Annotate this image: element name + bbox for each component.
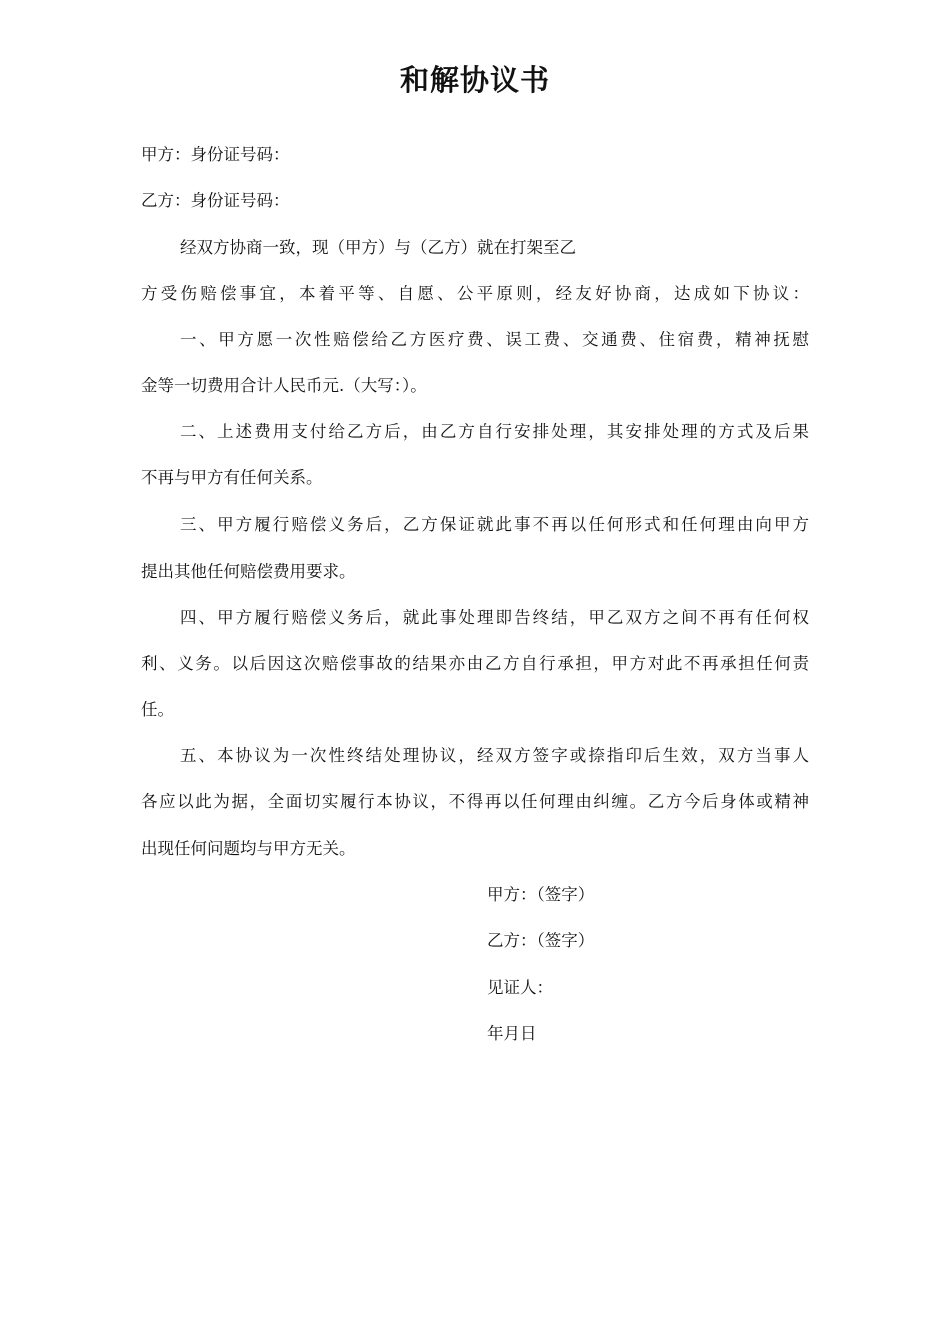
clause-3-line-2: 提出其他任何赔偿费用要求。 [141, 562, 356, 581]
clause-1-line-1: 一、甲方愿一次性赔偿给乙方医疗费、误工费、交通费、住宿费，精神抚慰 [180, 330, 809, 349]
clause-3-line-1: 三、甲方履行赔偿义务后，乙方保证就此事不再以任何形式和任何理由向甲方 [180, 515, 809, 534]
date-line: 年月日 [487, 1024, 537, 1043]
clause-5-line-2: 各应以此为据，全面切实履行本协议，不得再以任何理由纠缠。乙方今后身体或精神 [141, 792, 809, 811]
clause-4-line-2: 利、义务。以后因这次赔偿事故的结果亦由乙方自行承担，甲方对此不再承担任何责 [141, 654, 809, 673]
clause-5-line-3: 出现任何问题均与甲方无关。 [141, 839, 356, 858]
intro-line-1: 经双方协商一致，现（甲方）与（乙方）就在打架至乙 [180, 238, 576, 257]
clause-4-line-3: 任。 [141, 700, 174, 719]
document-title: 和解协议书 [399, 63, 550, 97]
clause-2-line-2: 不再与甲方有任何关系。 [141, 468, 323, 487]
party-a-signature-line: 甲方：（签字） [487, 885, 595, 904]
party-b-signature-line: 乙方：（签字） [487, 931, 595, 950]
clause-4-line-1: 四、甲方履行赔偿义务后，就此事处理即告终结，甲乙双方之间不再有任何权 [180, 608, 809, 627]
clause-2-line-1: 二、上述费用支付给乙方后，由乙方自行安排处理，其安排处理的方式及后果 [180, 422, 809, 441]
clause-5-line-1: 五、本协议为一次性终结处理协议，经双方签字或捺指印后生效，双方当事人 [180, 746, 809, 765]
witness-line: 见证人： [487, 978, 553, 997]
intro-line-2: 方受伤赔偿事宜，本着平等、自愿、公平原则，经友好协商，达成如下协议： [141, 284, 809, 303]
clause-1-line-2: 金等一切费用合计人民币元.（大写：）。 [141, 376, 427, 395]
party-a-id-line: 甲方：身份证号码： [141, 145, 290, 164]
party-b-id-line: 乙方：身份证号码： [141, 191, 290, 210]
